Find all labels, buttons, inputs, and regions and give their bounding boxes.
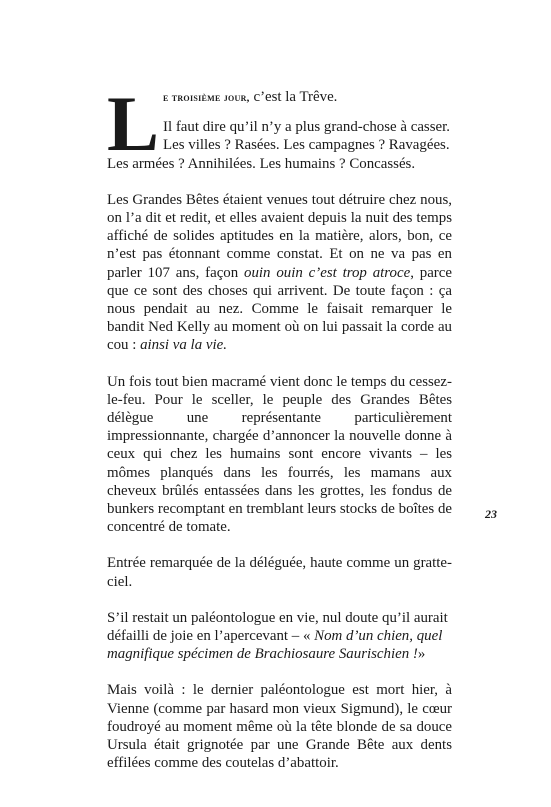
paragraph-1 (107, 191, 452, 355)
paragraph-4-italic: Nom d’un chien, quel magnifique spécimen de Brachiosaure Saurischien ! (107, 628, 443, 663)
opening-line-4: Les armées ? Annihilées. Les humains ? Concassés. (107, 155, 416, 172)
page-number: 23 (485, 507, 497, 521)
paragraph-5: Mais voilà : le dernier paléontologue est mort hier, à Vienne (comme par hasard mon vieux Sigmund), le cœur foudroyé au moment même où la tête blonde de sa douce Ursula était grignotée par une Grande Bête aux dents effilées comme des coutelas d’abattoir. (107, 682, 452, 772)
opening-line-2: Il faut dire qu’il n’y a plus grand-chose à casser. (163, 119, 450, 136)
paragraph-1-italic: ouin ouin c’est trop atroce (244, 264, 411, 281)
body-text (107, 80, 452, 791)
opening-line-1-rest: c’est la Trêve. (249, 89, 338, 105)
paragraph-1-text-2: , parce que ce sont des choses qui arrivent. De toute façon : ça nous pendait au nez. Comme le faisait remarquer le bandit Ned Kelly au moment où on lui passait la corde au cou : (107, 264, 452, 354)
paragraph-4-end: » (417, 646, 426, 663)
paragraph-1-italic-2: ainsi va la vie. (140, 337, 227, 354)
paragraph-1-text: Les Grandes Bêtes étaient venues tout détruire chez nous, on l’a dit et redit, et elles avaient depuis la nuit des temps affiché de solides aptitudes en la matière, alors, bon, ce n’est pas étonnant comme constat. Et on ne va pas en parler 107 ans, façon (107, 191, 452, 281)
paragraph-4-text: S’il restait un paléontologue en vie, nul doute qu’il aurait défailli de joie en l’apercevant – « (107, 609, 448, 645)
drop-cap: L (107, 80, 160, 167)
paragraph-3: Entrée remarquée de la déléguée, haute comme un gratte-ciel. (107, 555, 452, 590)
opening-line-3: Les villes ? Rasées. Les campagnes ? Ravagées. (163, 137, 450, 154)
opening-small-caps: e troisième jour, (163, 92, 250, 104)
paragraph-2: Un fois tout bien macramé vient donc le temps du cessez-le-feu. Pour le sceller, le peuple des Grandes Bêtes délègue une représentante particulièrement impressionnante, chargée d’annoncer la nouvelle donne à ceux qui chez les humains sont encore vivants – les mômes planqués dans les fourrés, les mamans aux cheveux brûlés entassées dans les grottes, les fondus de bunkers recomptant en tremblant leurs stocks de boîtes de concentré de tomate. (107, 373, 452, 536)
paragraph-4 (107, 609, 452, 664)
chapter-opening (107, 80, 452, 173)
